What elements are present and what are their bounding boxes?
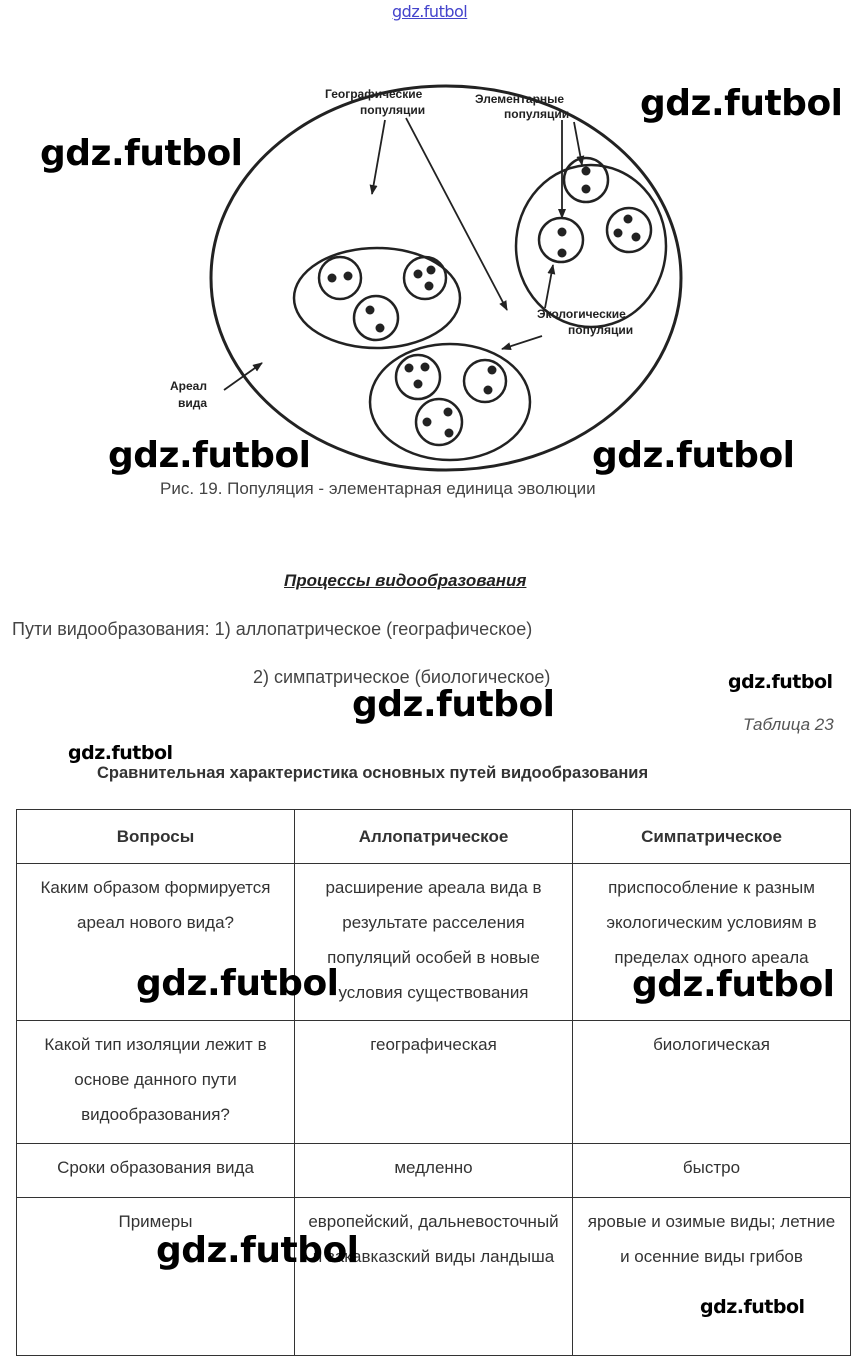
header-sympatric: Симпатрическое	[573, 810, 851, 864]
areal-label: Ареал	[170, 379, 207, 393]
table-title: Сравнительная характеристика основных путей видообразования	[97, 764, 649, 782]
ecological-label: популяции	[568, 323, 634, 337]
watermark: gdz.futbol	[700, 1296, 805, 1318]
elementary-population	[354, 296, 398, 340]
watermark: gdz.futbol	[68, 742, 173, 764]
geographic-population-left	[294, 248, 460, 348]
header-allopatric: Аллопатрическое	[295, 810, 573, 864]
elementary-population	[464, 360, 506, 402]
watermark: gdz.futbol	[40, 133, 243, 174]
geographic-label: Географические	[325, 87, 423, 101]
elementary-population	[404, 257, 446, 299]
ecological-label: Экологические	[537, 307, 626, 321]
table-cell: медленно	[295, 1144, 573, 1198]
table-row	[17, 1144, 851, 1198]
watermark: gdz.futbol	[592, 435, 795, 476]
watermark: gdz.futbol	[640, 83, 843, 124]
table-cell: расширение ареала вида в результате расселения популяций особей в новые условия существования	[295, 864, 573, 1021]
table-cell: Сроки образования вида	[17, 1144, 295, 1198]
speciation-paths-line-2: 2) симпатрическое (биологическое)	[253, 667, 551, 687]
elementary-population	[396, 355, 440, 399]
watermark: gdz.futbol	[728, 671, 833, 693]
table-number: Таблица 23	[743, 715, 834, 734]
watermark: gdz.futbol	[352, 684, 555, 725]
speciation-paths-line-1: Пути видообразования: 1) аллопатрическое (географическое)	[12, 619, 533, 639]
table-cell: быстро	[573, 1144, 851, 1198]
elementary-population	[319, 257, 361, 299]
population-diagram	[150, 40, 710, 480]
areal-label: вида	[178, 396, 208, 410]
table-cell: Примеры	[17, 1198, 295, 1356]
watermark: gdz.futbol	[108, 435, 311, 476]
elementary-label: популяции	[504, 107, 570, 121]
elementary-label: Элементарные	[475, 92, 565, 106]
watermark: gdz.futbol	[156, 1230, 359, 1271]
watermark: gdz.futbol	[136, 963, 339, 1004]
table-cell: биологическая	[573, 1021, 851, 1144]
header-questions: Вопросы	[17, 810, 295, 864]
watermark: gdz.futbol	[632, 964, 835, 1005]
table-row	[17, 1198, 851, 1356]
table-row	[17, 1021, 851, 1144]
top-watermark-link[interactable]: gdz.futbol	[392, 2, 468, 21]
geographic-label: популяции	[360, 103, 426, 117]
table-cell: приспособление к разным экологическим условиям в пределах одного ареала	[573, 864, 851, 1021]
table-cell: яровые и озимые виды; летние и осенние виды грибов	[573, 1198, 851, 1356]
table-cell: Какой тип изоляции лежит в основе данного пути видообразования?	[17, 1021, 295, 1144]
figure-caption: Рис. 19. Популяция - элементарная единица эволюции	[160, 479, 596, 498]
elementary-population	[607, 208, 651, 252]
comparison-table	[16, 809, 851, 1356]
table-cell: Каким образом формируется ареал нового вида?	[17, 864, 295, 1021]
table-cell: европейский, дальневосточный и закавказский виды ландыша	[295, 1198, 573, 1356]
section-title: Процессы видообразования	[284, 571, 527, 590]
table-header-row	[17, 810, 851, 864]
table-cell: географическая	[295, 1021, 573, 1144]
